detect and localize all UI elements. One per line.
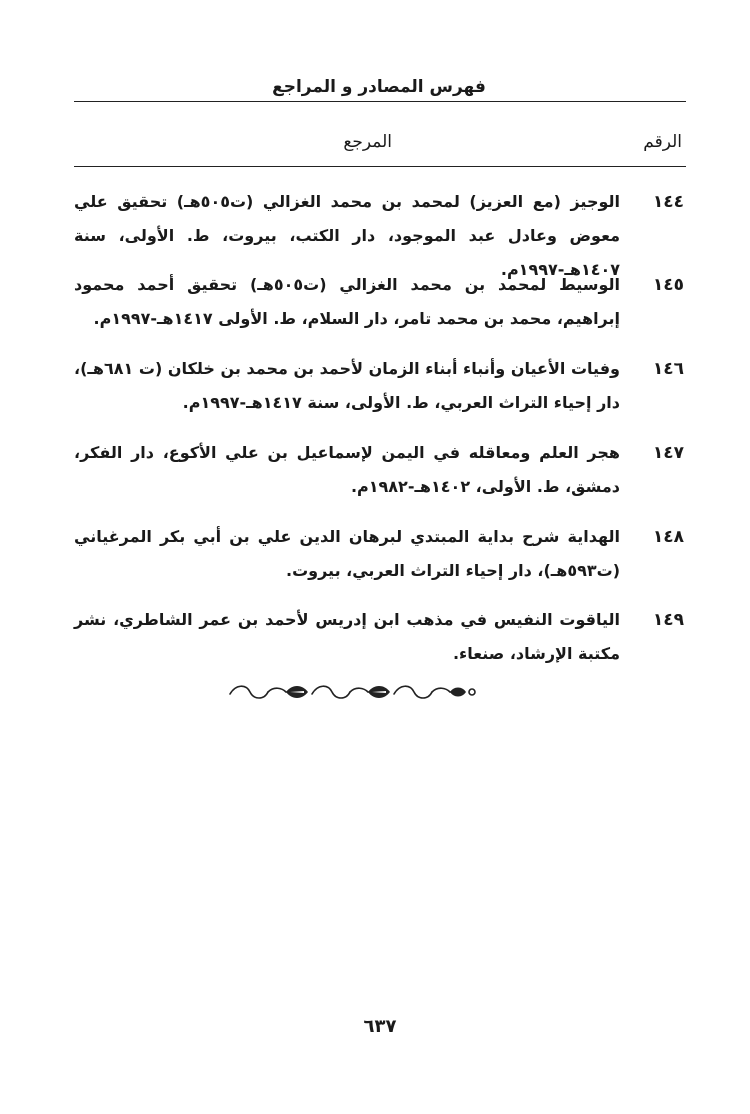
entry-text: الهداية شرح بداية المبتدي لبرهان الدين علي بن أبي بكر المرغياني (ت٥٩٣هـ)، دار إحياء التراث العربي، بيروت. — [74, 527, 620, 580]
page-number: ٦٣٧ — [363, 1016, 397, 1037]
column-header-rule — [74, 166, 686, 167]
entry-number: ١٤٨ — [652, 527, 684, 547]
decorative-ornament-icon — [226, 680, 476, 704]
header-rule — [74, 101, 686, 102]
entry-text: الياقوت النفيس في مذهب ابن إدريس لأحمد بن عمر الشاطري، نشر مكتبة الإرشاد، صنعاء. — [74, 610, 620, 663]
column-header-reference: المرجع — [343, 132, 392, 152]
column-headers — [74, 127, 682, 157]
page-title: فهرس المصادر و المراجع — [272, 77, 486, 97]
column-header-number: الرقم — [643, 132, 682, 152]
entry-number: ١٤٧ — [652, 443, 684, 463]
entry-text: الوسيط لمحمد بن محمد الغزالي (ت٥٠٥هـ) تحقيق أحمد محمود إبراهيم، محمد بن محمد تامر، دار السلام، ط. الأولى ١٤١٧هـ-١٩٩٧م. — [74, 275, 621, 328]
entry-number: ١٤٦ — [652, 359, 684, 379]
entry-text: هجر العلم ومعاقله في اليمن لإسماعيل بن علي الأكوع، دار الفكر، دمشق، ط. الأولى، ١٤٠٢هـ-١٩٨٢م. — [74, 443, 620, 496]
entry-number: ١٤٩ — [652, 610, 684, 630]
entry-text: الوجيز (مع العزيز) لمحمد بن محمد الغزالي (ت٥٠٥هـ) تحقيق علي معوض وعادل عبد الموجود، دار الكتب، بيروت، ط. الأولى، سنة ١٤٠٧هـ-١٩٩٧م. — [74, 192, 620, 279]
entry-number: ١٤٤ — [652, 192, 684, 212]
entry-number: ١٤٥ — [652, 275, 684, 295]
entry-text: وفيات الأعيان وأنباء أبناء الزمان لأحمد بن محمد بن خلكان (ت ٦٨١هـ)، دار إحياء التراث العربي، ط. الأولى، سنة ١٤١٧هـ-١٩٩٧م. — [74, 359, 620, 412]
